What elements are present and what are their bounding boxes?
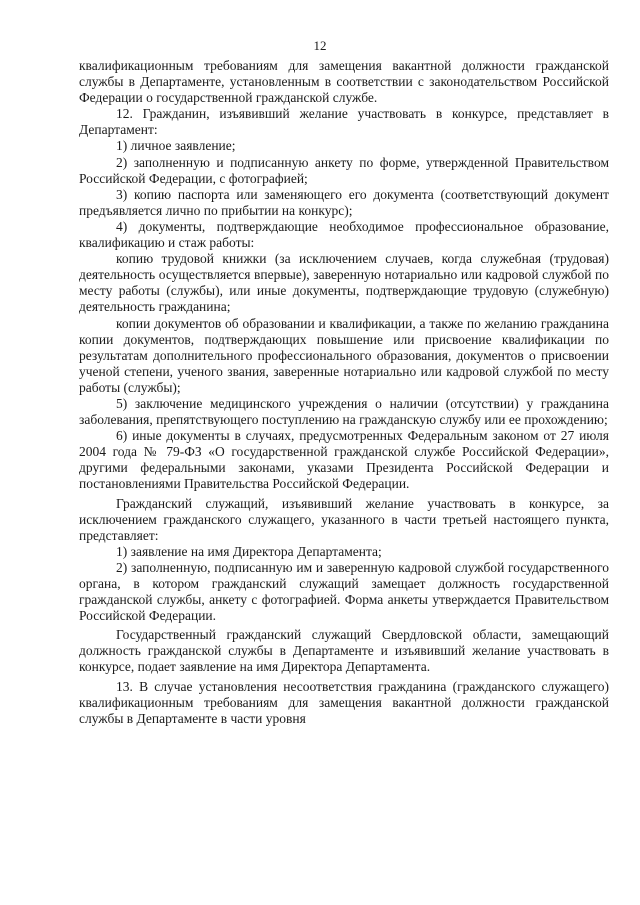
list-item-education-documents: 4) документы, подтверждающие необходимое профессиональное образование, квалификацию и стаж работы: [79, 218, 609, 251]
list-item-questionnaire: 2) заполненную и подписанную анкету по форме, утвержденной Правительством Российской Федерации, с фотографией; [79, 154, 609, 186]
paragraph-workbook-copy: копию трудовой книжки (за исключением случаев, когда служебная (трудовая) деятельность осуществляется впервые), заверенную нотариально или кадровой службой по месту работы (службы), или иные документы, подтверждающие трудовую (служебную) деятельность гражданина; [79, 251, 609, 315]
list-item-director-application: 1) заявление на имя Директора Департамента; [116, 543, 382, 559]
page-number: 12 [313, 38, 327, 53]
paragraph-sverdlovsk-servant: Государственный гражданский служащий Свердловской области, замещающий должность гражданской службы в Департаменте и изъявивший желание участвовать в конкурсе, подает заявление на имя Директора Департамента. [79, 627, 609, 675]
list-item-medical-conclusion: 5) заключение медицинского учреждения о наличии (отсутствии) у гражданина заболевания, препятствующего поступлению на гражданскую службу или ее прохождению; [79, 395, 609, 428]
paragraph-education-copies: копии документов об образовании и квалификации, а также по желанию гражданина копии документов, подтверждающих повышение или присвоение квалификации по результатам дополнительного профессионального образования, документов о присвоении ученой степени, ученого звания, заверенные нотариально или кадровой службой по месту работы (службы); [79, 315, 609, 395]
document-body [79, 58, 609, 727]
paragraph-civil-servant: Гражданский служащий, изъявивший желание участвовать в конкурсе, за исключением гражданского служащего, указанного в части третьей настоящего пункта, представляет: [79, 495, 609, 543]
paragraph-continuation: квалификационным требованиям для замещения вакантной должности гражданской службы в Департаменте, установленным в соответствии с законодательством Российской Федерации о государственной гражданской службе. [79, 58, 609, 106]
list-item-personal-application: 1) личное заявление; [116, 138, 236, 154]
paragraph-item-12: 12. Гражданин, изъявивший желание участвовать в конкурсе, представляет в Департамент: [79, 106, 609, 138]
list-item-certified-questionnaire: 2) заполненную, подписанную им и заверенную кадровой службой государственного органа, в котором гражданский служащий замещает должность государственной гражданской службы, анкету с фотографией. Форма анкеты утверждается Правительством Российской Федерации. [79, 559, 609, 624]
paragraph-item-13: 13. В случае установления несоответствия гражданина (гражданского служащего) квалификационным требованиям для замещения вакантной должности гражданской службы в Департаменте в части уровня [79, 678, 609, 726]
list-item-other-documents: 6) иные документы в случаях, предусмотренных Федеральным законом от 27 июля 2004 года № 79-ФЗ «О государственной гражданской службе Российской Федерации», другими федеральными законами, указами Президента Российской Федерации и постановлениями Правительства Российской Федерации. [79, 428, 609, 492]
list-item-passport-copy: 3) копию паспорта или заменяющего его документа (соответствующий документ предъявляется лично по прибытии на конкурс); [79, 186, 609, 218]
